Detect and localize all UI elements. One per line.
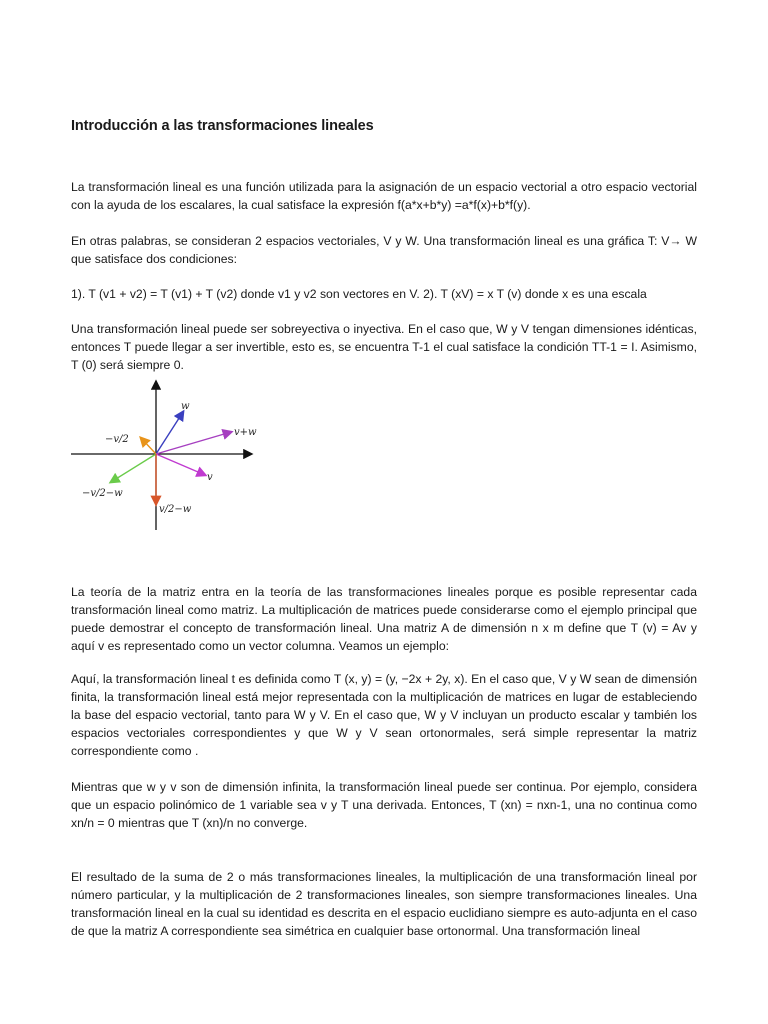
paragraph-2: En otras palabras, se consideran 2 espacios vectoriales, V y W. Una transformación lineal es una gráfica T: V→ W que satisface dos condiciones:: [71, 234, 697, 266]
label-v-half-minus-w: v/2−w: [159, 504, 192, 515]
paragraph-6: Aquí, la transformación lineal t es definida como T (x, y) = (y, −2x + 2y, x). En el caso que, V y W sean de dimensión finita, la transformación lineal está mejor representada con la multiplicación de matrices en lugar de estableciendo la base del espacio vectorial, tanto para W y V. En el caso que, W y V incluyan un producto escalar y también los espacios vectoriales correspondientes y que W y V sean ortonormales, será simple representar la matriz correspondiente como .: [71, 672, 697, 758]
label-minus-v-half: −v/2: [105, 434, 129, 445]
paragraph-7: Mientras que w y v son de dimensión infinita, la transformación lineal puede ser continua. Por ejemplo, considera que un espacio polinómico de 1 variable sea v y T una derivada. Entonces, T (xn) = nxn-1, una no continua como xn/n = 0 mientras que T (xn)/n no converge.: [71, 780, 697, 830]
paragraph-3: 1). T (v1 + v2) = T (v1) + T (v2) donde v1 y v2 son vectores en V. 2). T (xV) = x T (v) donde x es una escala: [71, 287, 647, 301]
vector-minus-v-half: [141, 438, 156, 454]
paragraph-5: La teoría de la matriz entra en la teoría de las transformaciones lineales porque es posible representar cada transformación lineal como matriz. La multiplicación de matrices puede considerarse como el ejemplo principal que puede demostrar el concepto de transformación lineal. Una matriz A de dimensión n x m define que T (v) = Av y aquí v es representado como un vector columna. Veamos un ejemplo:: [71, 585, 697, 653]
label-v: v: [207, 472, 213, 483]
vector-v: [156, 454, 205, 475]
vector-diagram: [71, 378, 271, 538]
vector-minus-v-half-minus-w: [111, 454, 156, 482]
paragraph-1: La transformación lineal es una función utilizada para la asignación de un espacio vectorial a otro espacio vectorial con la ayuda de los escalares, la cual satisface la expresión f(a*x+b*y) =a*f(x)+b*f(y).: [71, 180, 697, 212]
label-v-plus-w: v+w: [234, 427, 257, 438]
paragraph-8: El resultado de la suma de 2 o más transformaciones lineales, la multiplicación de una transformación lineal por número particular, y la multiplicación de 2 transformaciones lineales, son siempre transformaciones lineales. Una transformación lineal en la cual su identidad es descrita en el espacio euclidiano siempre es auto-adjunta en el caso de que la matriz A correspondiente sea simétrica en cualquier base ortonormal. Una transformación lineal: [71, 870, 698, 938]
vector-diagram-svg: [71, 378, 271, 538]
label-minus-v-half-minus-w: −v/2−w: [82, 488, 123, 499]
page-title: Introducción a las transformaciones lineales: [71, 118, 374, 134]
paragraph-4: Una transformación lineal puede ser sobreyectiva o inyectiva. En el caso que, W y V tengan dimensiones idénticas, entonces T puede llegar a ser invertible, esto es, se encuentra T-1 el cual satisface la condición TT-1 = I. Asimismo, T (0) será siempre 0.: [71, 322, 697, 372]
label-w: w: [181, 401, 190, 412]
